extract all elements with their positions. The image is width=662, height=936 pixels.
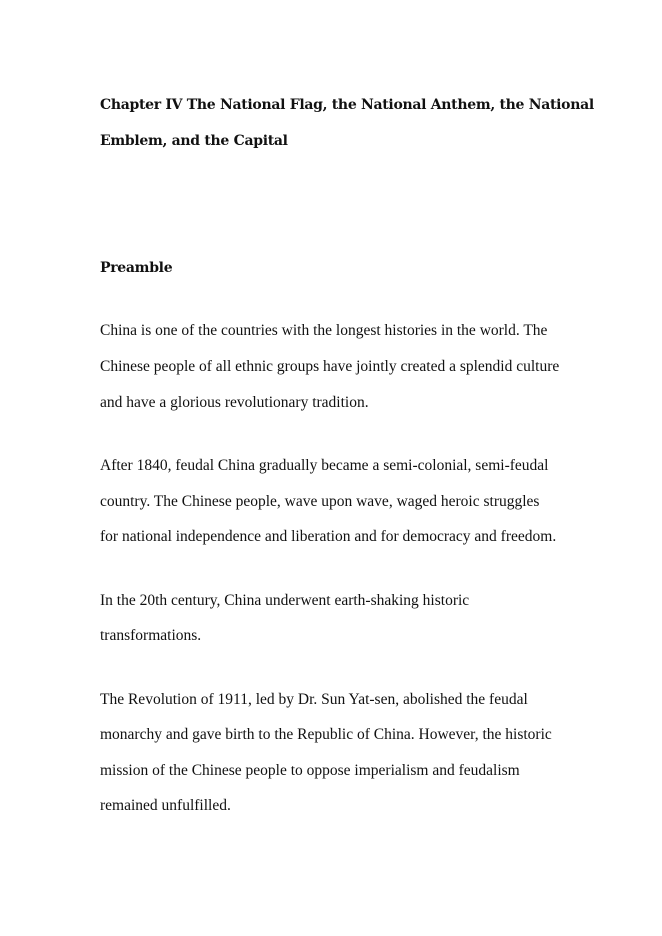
paragraph-line: for national independence and liberation and for democracy and freedom. xyxy=(100,528,557,545)
paragraph-line: transformations. xyxy=(100,627,202,644)
paragraph-line: country. The Chinese people, wave upon wave, waged heroic struggles xyxy=(100,493,540,510)
paragraph-line: After 1840, feudal China gradually became a semi-colonial, semi-feudal xyxy=(100,457,549,474)
paragraph-line: Chinese people of all ethnic groups have jointly created a splendid culture xyxy=(100,358,560,375)
paragraph-line: In the 20th century, China underwent earth-shaking historic xyxy=(100,592,470,609)
paragraph-line: mission of the Chinese people to oppose imperialism and feudalism xyxy=(100,762,520,779)
paragraph-line: monarchy and gave birth to the Republic of China. However, the historic xyxy=(100,726,552,743)
paragraph-line: remained unfulfilled. xyxy=(100,797,231,814)
chapter-title-line-2: Emblem, and the Capital xyxy=(100,133,288,149)
paragraph-line: and have a glorious revolutionary tradition. xyxy=(100,394,369,411)
paragraph-line: China is one of the countries with the longest histories in the world. The xyxy=(100,322,548,339)
section-heading-preamble: Preamble xyxy=(100,260,173,276)
paragraph-line: The Revolution of 1911, led by Dr. Sun Yat-sen, abolished the feudal xyxy=(100,691,528,708)
chapter-title-line-1: Chapter IV The National Flag, the National Anthem, the National xyxy=(100,97,594,113)
